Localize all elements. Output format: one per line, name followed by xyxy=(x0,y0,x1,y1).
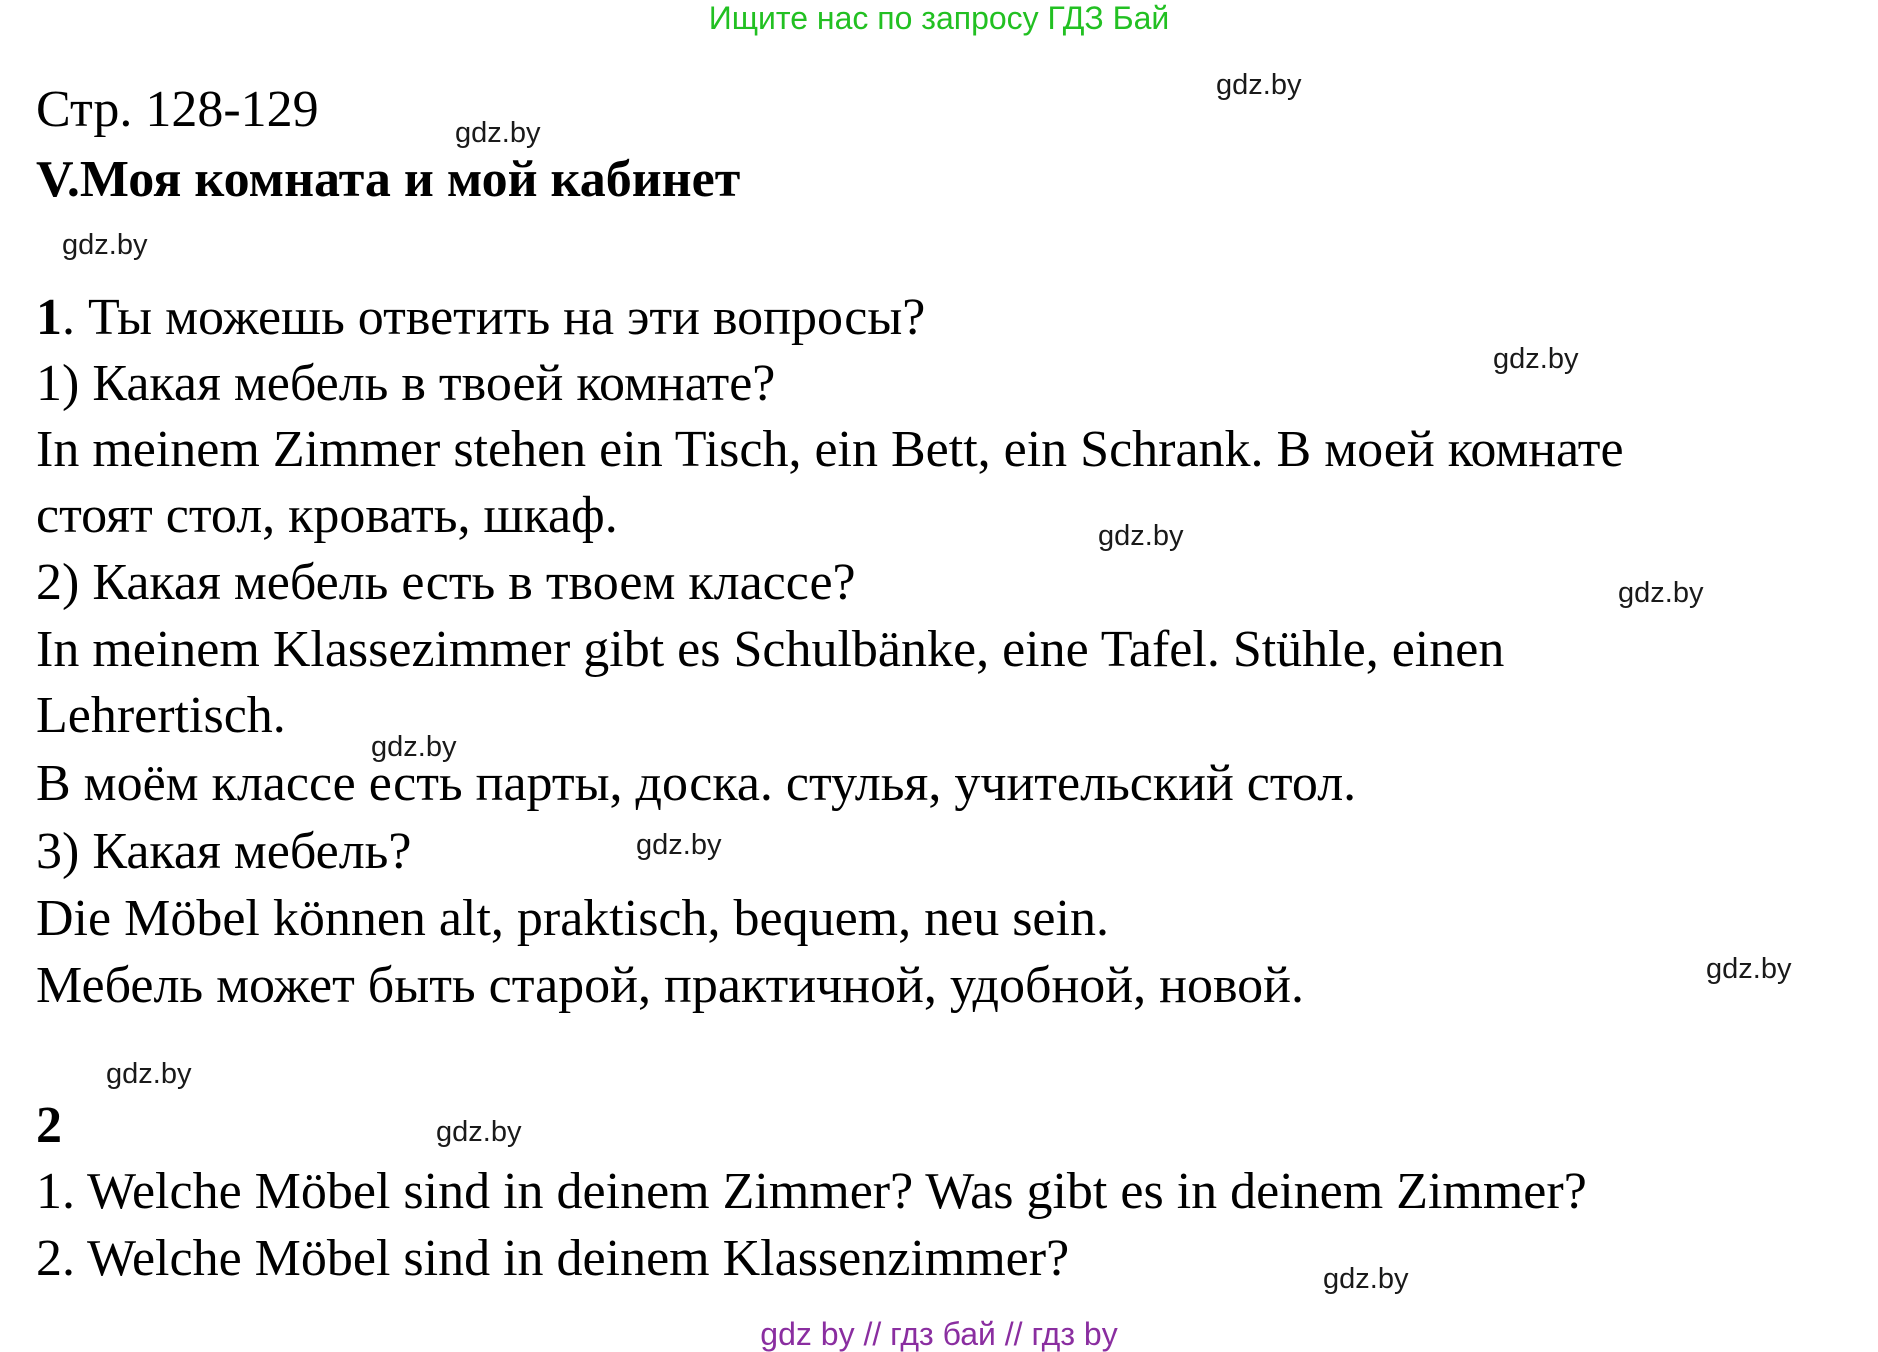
task-1-line: Мебель может быть старой, практичной, удобной, новой. xyxy=(36,957,1304,1014)
watermark: gdz.by xyxy=(1323,1263,1409,1295)
watermark: gdz.by xyxy=(62,229,148,261)
watermark: gdz.by xyxy=(1098,520,1184,552)
task-1-number: 1 xyxy=(36,289,62,346)
task-1-line: В моём классе есть парты, доска. стулья, учительский стол. xyxy=(36,755,1357,812)
task-1-line: Lehrertisch. xyxy=(36,687,286,744)
watermark: gdz.by xyxy=(455,117,541,149)
task-1-title: . Ты можешь ответить на эти вопросы? xyxy=(62,289,926,346)
watermark: gdz.by xyxy=(371,731,457,763)
task-2-line: 1. Welche Möbel sind in deinem Zimmer? Was gibt es in deinem Zimmer? xyxy=(36,1163,1587,1220)
watermark: gdz.by xyxy=(1706,953,1792,985)
task-2-line: 2. Welche Möbel sind in deinem Klassenzimmer? xyxy=(36,1230,1070,1287)
task-1-line: In meinem Klassezimmer gibt es Schulbänke, eine Tafel. Stühle, einen xyxy=(36,621,1505,678)
task-1-line: In meinem Zimmer stehen ein Tisch, ein Bett, ein Schrank. В моей комнате xyxy=(36,421,1624,478)
top-banner[interactable]: Ищите нас по запросу ГДЗ Бай xyxy=(708,0,1170,36)
page-reference: Стр. 128-129 xyxy=(36,81,319,138)
task-1-heading xyxy=(36,288,925,348)
watermark: gdz.by xyxy=(636,829,722,861)
task-1-line: стоят стол, кровать, шкаф. xyxy=(36,487,618,544)
watermark: gdz.by xyxy=(106,1058,192,1090)
task-1-line: Die Möbel können alt, praktisch, bequem, neu sein. xyxy=(36,890,1109,947)
watermark: gdz.by xyxy=(1216,69,1302,101)
task-1-line: 1) Какая мебель в твоей комнате? xyxy=(36,355,776,412)
section-title: V.Моя комната и мой кабинет xyxy=(36,151,741,208)
task-2-number: 2 xyxy=(36,1097,62,1154)
watermark: gdz.by xyxy=(1493,343,1579,375)
watermark: gdz.by xyxy=(1618,577,1704,609)
task-1-line: 3) Какая мебель? xyxy=(36,823,412,880)
watermark: gdz.by xyxy=(436,1116,522,1148)
bottom-links[interactable]: gdz by // гдз бай // гдз by xyxy=(760,1316,1118,1352)
task-1-line: 2) Какая мебель есть в твоем классе? xyxy=(36,554,856,611)
